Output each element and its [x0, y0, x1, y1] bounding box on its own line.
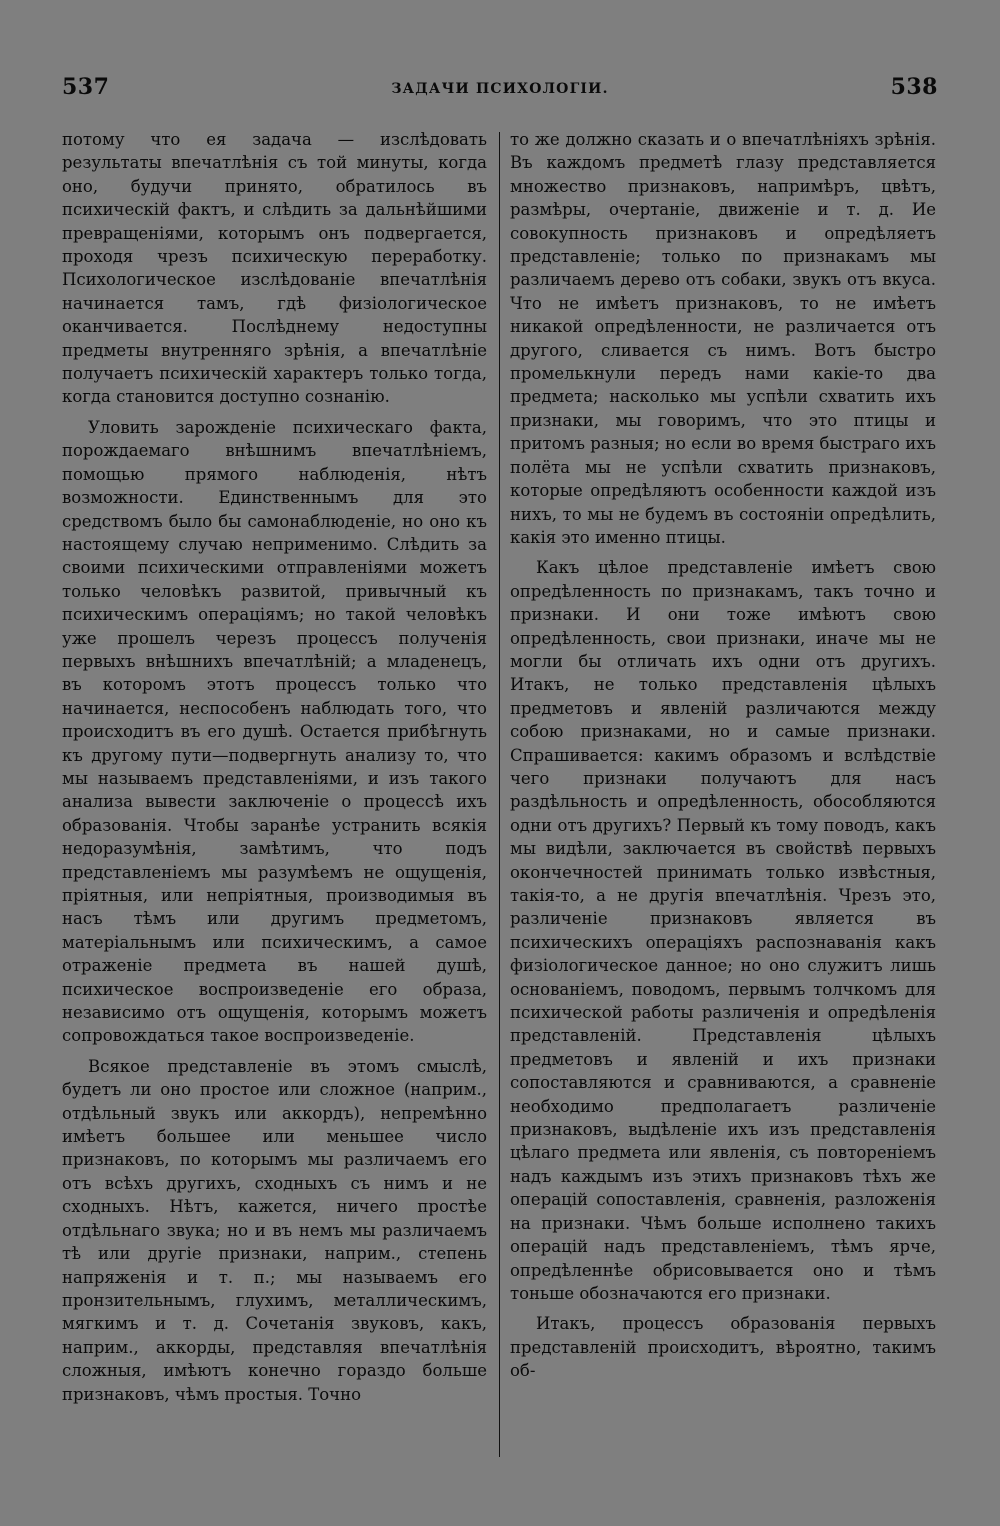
- running-title: ЗАДАЧИ ПСИХОЛОГIИ.: [391, 81, 609, 97]
- page-number-right: 538: [890, 74, 938, 100]
- page-number-left: 537: [62, 74, 110, 100]
- right-column: [510, 128, 936, 1383]
- paragraph: Итакъ, процессъ образованія первыхъ представленій происходитъ, вѣроятно, такимъ об-: [510, 1314, 936, 1381]
- paragraph: потому что ея задача — изслѣдовать результаты впечатлѣнія съ той минуты, когда оно, будучи принято, обратилось въ психическій фактъ, и слѣдить за дальнѣйшими превращеніями, которымъ онъ подвергается, проходя чрезъ психическую переработку. Психологическое изслѣдованіе впечатлѣнія начинается тамъ, гдѣ физіологическое оканчивается. Послѣднему недоступны предметы внутренняго зрѣнія, а впечатлѣніе получаетъ психическій характеръ только тогда, когда становится доступно сознанію.: [62, 130, 487, 407]
- left-column: [62, 128, 487, 1406]
- paragraph: то же должно сказать и о впечатлѣніяхъ зрѣнія. Въ каждомъ предметѣ глазу представляется множество признаковъ, напримѣръ, цвѣтъ, размѣры, очертаніе, движеніе и т. д. Ие совокупность признаковъ и опредѣляетъ представленіе; только по признакамъ мы различаемъ дерево отъ собаки, звукъ отъ вкуса. Что не имѣетъ признаковъ, то не имѣетъ никакой опредѣленности, не различается отъ другого, сливается съ нимъ. Вотъ быстро промелькнули передъ нами какіе-то два предмета; насколько мы успѣли схватить ихъ признаки, мы говоримъ, что это птицы и притомъ разныя; но если во время быстраго ихъ полёта мы не успѣли схватить признаковъ, которые опредѣляютъ особенности каждой изъ нихъ, то мы не будемъ въ состояніи опредѣлить, какія это именно птицы.: [510, 130, 936, 547]
- paragraph: Всякое представленіе въ этомъ смыслѣ, будетъ ли оно простое или сложное (наприм., отдѣльный звукъ или аккордъ), непремѣнно имѣетъ большее или меньшее число признаковъ, по которымъ мы различаемъ его отъ всѣхъ другихъ, сходныхъ съ нимъ и не сходныхъ. Нѣтъ, кажется, ничего простѣе отдѣльнаго звука; но и въ немъ мы различаемъ тѣ или другіе признаки, наприм., степень напряженія и т. п.; мы называемъ его пронзительнымъ, глухимъ, металлическимъ, мягкимъ и т. д. Сочетанія звуковъ, какъ, наприм., аккорды, представляя впечатлѣнія сложныя, имѣютъ конечно гораздо больше признаковъ, чѣмъ простыя. Точно: [62, 1056, 487, 1404]
- paragraph: Какъ цѣлое представленіе имѣетъ свою опредѣленность по признакамъ, такъ точно и признаки. И они тоже имѣютъ свою опредѣленность, свои признаки, иначе мы не могли бы отличать ихъ одни отъ другихъ. Итакъ, не только представленія цѣлыхъ предметовъ и явленій различаются между собою признаками, но и самые признаки. Спрашивается: какимъ образомъ и вслѣдствіе чего признаки получаютъ для насъ раздѣльность и опредѣленность, обособляются одни отъ другихъ? Первый къ тому поводъ, какъ мы видѣли, заключается въ свойствѣ первыхъ окончечностей принимать только извѣстныя, такія-то, а не другія впечатлѣнія. Чрезъ это, различеніе признаковъ является въ психическихъ операціяхъ распознаванія какъ физіологическое данное; но оно служитъ лишь основаніемъ, поводомъ, первымъ толчкомъ для психической работы различенія и опредѣленія представленій. Представленія цѣлыхъ предметовъ и явленій и ихъ признаки сопоставляются и сравниваются, а сравненіе необходимо предполагаетъ различеніе признаковъ, выдѣленіе ихъ изъ представленія цѣлаго предмета или явленія, съ повтореніемъ надъ каждымъ изъ этихъ признаковъ тѣхъ же операцій сопоставленія, сравненія, разложенія на признаки. Чѣмъ больше исполнено такихъ операцій надъ представленіемъ, тѣмъ ярче, опредѣленнѣе обрисовывается оно и тѣмъ тоньше обозначаются его признаки.: [510, 558, 936, 1303]
- running-header: [62, 74, 938, 114]
- paragraph: Уловить зарожденіе психическаго факта, порождаемаго внѣшнимъ впечатлѣніемъ, помощью прямого наблюденія, нѣтъ возможности. Единственнымъ для это средствомъ было бы самонаблюденіе, но оно къ настоящему случаю неприменимо. Слѣдить за своими психическими отправленіями можетъ только человѣкъ развитой, привычный къ психическимъ операціямъ; но такой человѣкъ уже прошелъ черезъ процессъ полученія первыхъ внѣшнихъ впечатлѣній; а младенецъ, въ которомъ этотъ процессъ только что начинается, неспособенъ наблюдать того, что происходитъ въ его душѣ. Остается прибѣгнуть къ другому пути—подвергнуть анализу то, что мы называемъ представленіями, и изъ такого анализа вывести заключеніе о процессѣ ихъ образованія. Чтобы заранѣе устранить всякія недоразумѣнія, замѣтимъ, что подъ представленіемъ мы разумѣемъ не ощущенія, пріятныя, или непріятныя, производимыя въ насъ тѣмъ или другимъ предметомъ, матеріальнымъ или психическимъ, а самое отраженіе предмета въ нашей душѣ, психическое воспроизведеніе его образа, независимо отъ ощущенія, которымъ можетъ сопровождаться такое воспроизведеніе.: [62, 417, 487, 1046]
- column-divider: [499, 132, 500, 1457]
